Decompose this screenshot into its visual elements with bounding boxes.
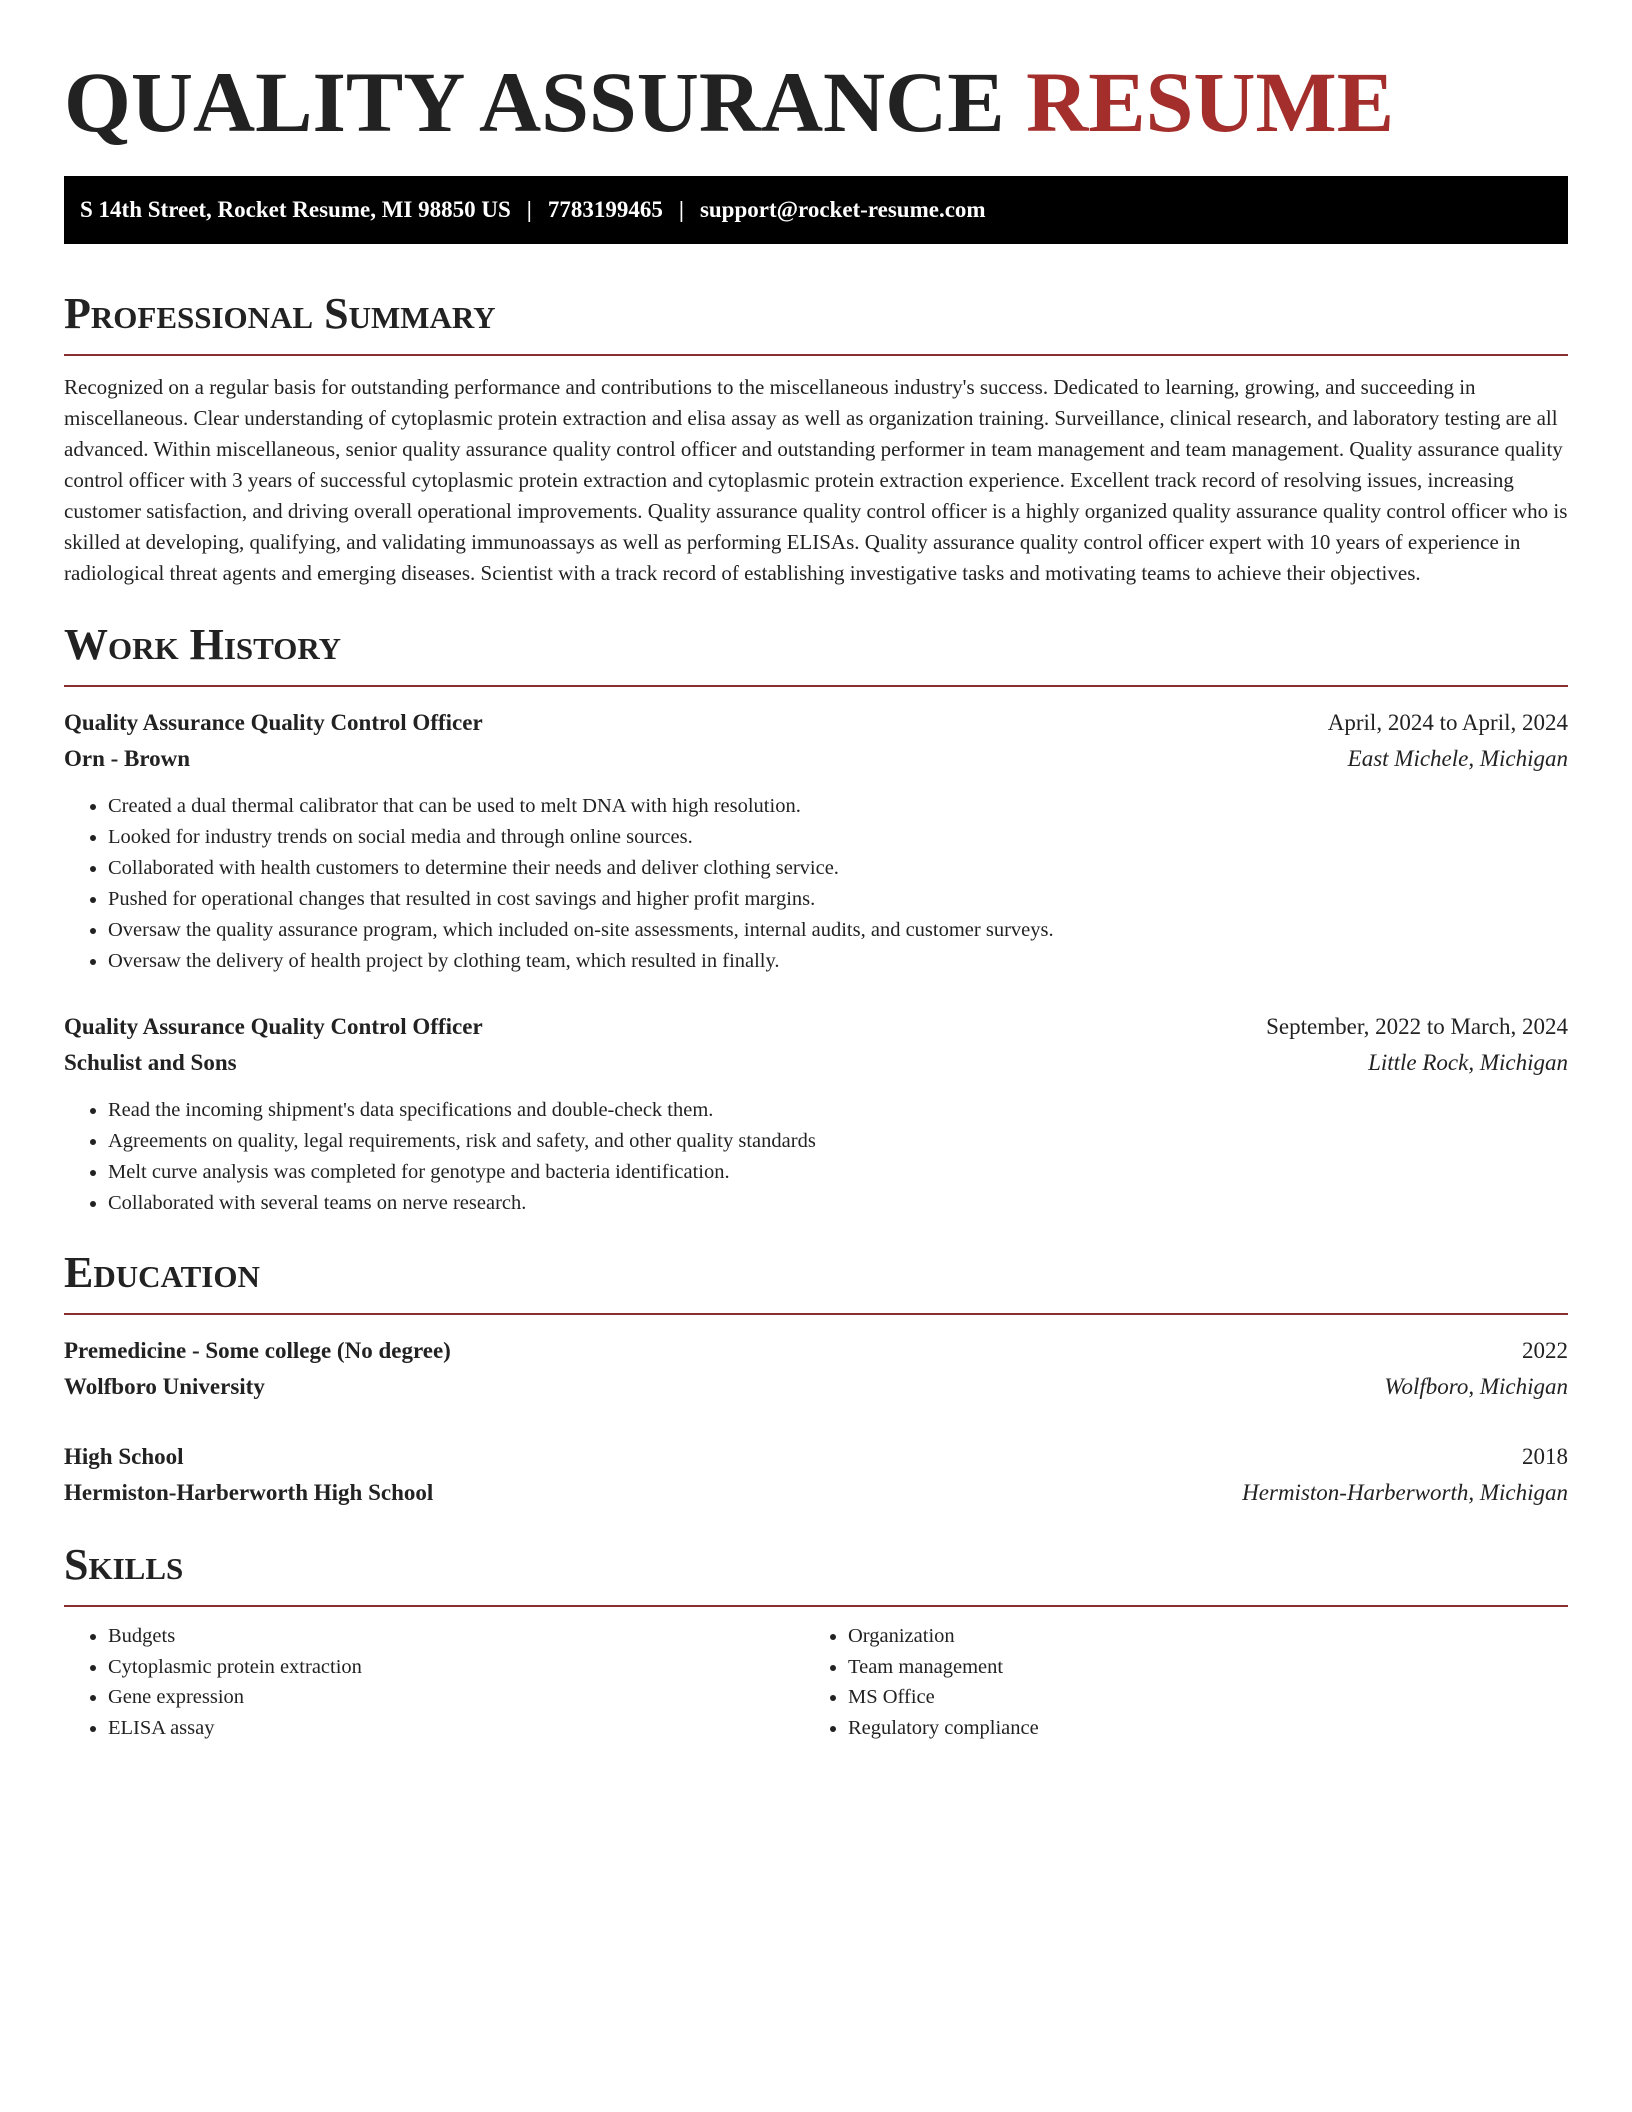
- section-divider: [64, 1313, 1568, 1315]
- job-entry: [64, 1009, 1568, 1219]
- summary-section: [64, 286, 1568, 589]
- education-year: 2018: [1522, 1444, 1568, 1469]
- section-heading-education: Education: [64, 1248, 260, 1297]
- job-subheader: [64, 1045, 1568, 1081]
- contact-phone: 7783199465: [547, 197, 663, 222]
- skills-grid: [64, 1621, 1568, 1743]
- education-location: Wolfboro, Michigan: [1384, 1374, 1568, 1399]
- title-accent: RESUME: [1026, 54, 1395, 150]
- job-bullets: [64, 791, 1568, 977]
- education-header: [64, 1333, 1568, 1369]
- education-section: [64, 1245, 1568, 1511]
- job-bullet: • Looked for industry trends on social media and through online sources.: [108, 822, 1568, 853]
- education-entry: [64, 1333, 1568, 1405]
- work-history-section: [64, 617, 1568, 1219]
- job-entry: [64, 705, 1568, 977]
- skill-item: • ELISA assay: [108, 1713, 804, 1744]
- education-subheader: [64, 1475, 1568, 1511]
- education-degree: Premedicine - Some college (No degree): [64, 1338, 451, 1363]
- job-location: Little Rock, Michigan: [1368, 1050, 1568, 1075]
- job-location: East Michele, Michigan: [1347, 746, 1568, 771]
- contact-bar: [64, 176, 1568, 244]
- contact-separator: |: [678, 197, 684, 222]
- contact-separator: |: [526, 197, 532, 222]
- skills-column-right: [804, 1621, 1544, 1743]
- skill-item: • Budgets: [108, 1621, 804, 1652]
- resume-page: [64, 0, 1568, 1743]
- section-divider: [64, 354, 1568, 356]
- skills-column-left: [64, 1621, 804, 1743]
- resume-title: [64, 52, 1568, 152]
- education-location: Hermiston-Harberworth, Michigan: [1242, 1480, 1568, 1505]
- education-school: Wolfboro University: [64, 1374, 265, 1399]
- skill-item: • Organization: [848, 1621, 1544, 1652]
- education-header: [64, 1439, 1568, 1475]
- job-dates: April, 2024 to April, 2024: [1327, 710, 1568, 735]
- job-title: Quality Assurance Quality Control Officer: [64, 710, 483, 735]
- education-entry: [64, 1439, 1568, 1511]
- job-company: Orn - Brown: [64, 746, 191, 771]
- section-heading-work-history: Work History: [64, 620, 342, 669]
- job-subheader: [64, 741, 1568, 777]
- education-degree: High School: [64, 1444, 184, 1469]
- education-school: Hermiston-Harberworth High School: [64, 1480, 434, 1505]
- job-bullet: • Collaborated with several teams on nerve research.: [108, 1188, 1568, 1219]
- job-bullet: • Read the incoming shipment's data specifications and double-check them.: [108, 1095, 1568, 1126]
- section-divider: [64, 1605, 1568, 1607]
- job-bullet: • Collaborated with health customers to determine their needs and deliver clothing service.: [108, 853, 1568, 884]
- section-heading-summary: Professional Summary: [64, 289, 496, 338]
- job-header: [64, 705, 1568, 741]
- job-bullet: • Oversaw the quality assurance program, which included on-site assessments, internal audits, and customer surveys.: [108, 915, 1568, 946]
- summary-text: Recognized on a regular basis for outstanding performance and contributions to the miscellaneous industry's success. Dedicated to learning, growing, and succeeding in miscellaneous. Clear understanding of cytoplasmic protein extraction and elisa assay as well as organization training. Surveillance, clinical research, and laboratory testing are all advanced. Within miscellaneous, senior quality assurance quality control officer and outstanding performer in team management and team management. Quality assurance quality control officer with 3 years of successful cytoplasmic protein extraction and cytoplasmic protein extraction experience. Excellent track record of resolving issues, increasing customer satisfaction, and driving overall operational improvements. Quality assurance quality control officer is a highly organized quality assurance quality control officer who is skilled at developing, qualifying, and validating immunoassays as well as performing ELISAs. Quality assurance quality control officer expert with 10 years of experience in radiological threat agents and emerging diseases. Scientist with a track record of establishing investigative tasks and motivating teams to achieve their objectives.: [64, 375, 1568, 585]
- title-main: QUALITY ASSURANCE: [64, 54, 1005, 150]
- job-bullets: [64, 1095, 1568, 1219]
- job-bullet: • Pushed for operational changes that resulted in cost savings and higher profit margins.: [108, 884, 1568, 915]
- section-divider: [64, 685, 1568, 687]
- job-bullet: • Created a dual thermal calibrator that can be used to melt DNA with high resolution.: [108, 791, 1568, 822]
- job-bullet: • Oversaw the delivery of health project by clothing team, which resulted in finally.: [108, 946, 1568, 977]
- job-bullet: • Agreements on quality, legal requirements, risk and safety, and other quality standards: [108, 1126, 1568, 1157]
- education-year: 2022: [1522, 1338, 1568, 1363]
- job-company: Schulist and Sons: [64, 1050, 237, 1075]
- skill-item: • Cytoplasmic protein extraction: [108, 1652, 804, 1683]
- job-header: [64, 1009, 1568, 1045]
- job-title: Quality Assurance Quality Control Officer: [64, 1014, 483, 1039]
- contact-email: support@rocket-resume.com: [699, 197, 986, 222]
- skill-item: • Team management: [848, 1652, 1544, 1683]
- job-bullet: • Melt curve analysis was completed for genotype and bacteria identification.: [108, 1157, 1568, 1188]
- education-subheader: [64, 1369, 1568, 1405]
- contact-address: S 14th Street, Rocket Resume, MI 98850 US: [80, 197, 511, 222]
- skill-item: • Regulatory compliance: [848, 1713, 1544, 1744]
- section-heading-skills: Skills: [64, 1540, 184, 1589]
- skill-item: • MS Office: [848, 1682, 1544, 1713]
- job-dates: September, 2022 to March, 2024: [1266, 1014, 1568, 1039]
- skill-item: • Gene expression: [108, 1682, 804, 1713]
- skills-section: [64, 1537, 1568, 1743]
